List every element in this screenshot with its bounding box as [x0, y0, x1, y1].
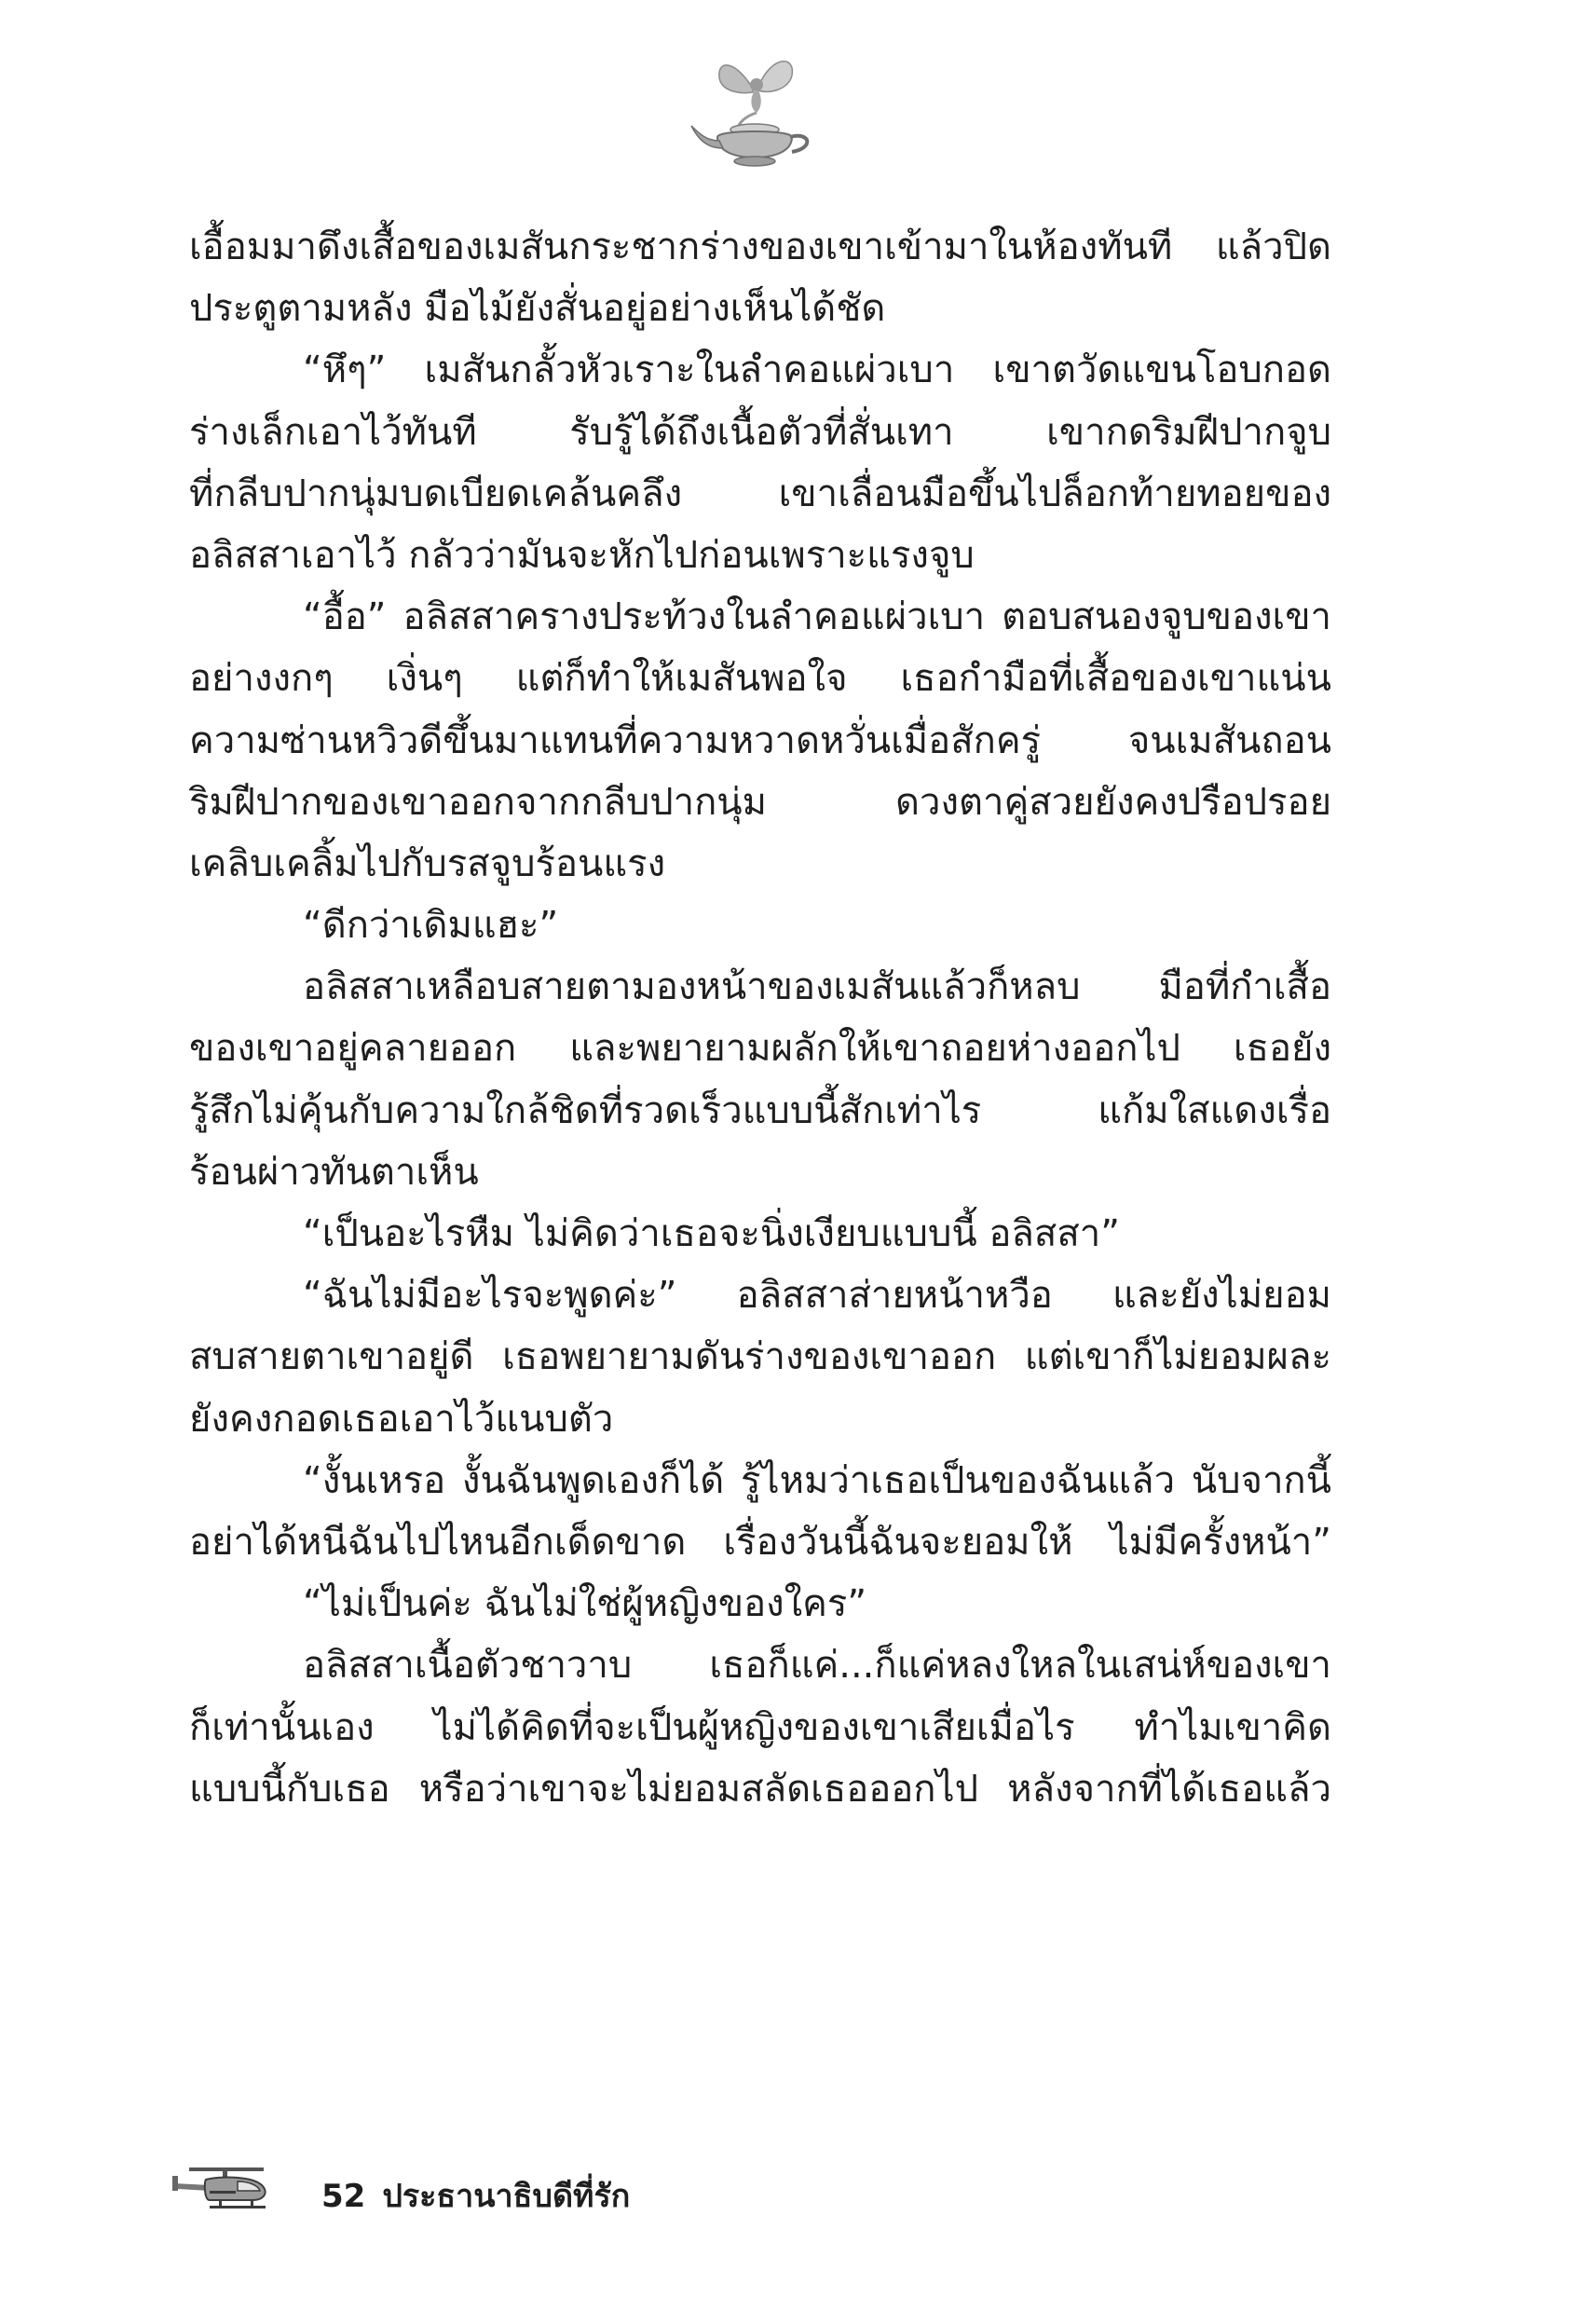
text-line: สบสายตาเขาอยู่ดี เธอพยายามดันร่างของเขาออก แต่เขาก็ไม่ยอมผละ: [189, 1335, 1331, 1379]
text-line: ประตูตามหลัง มือไม้ยังสั่นอยู่อย่างเห็นได้ชัด: [189, 287, 886, 331]
text-line: “ฉันไม่มีอะไรจะพูดค่ะ” อลิสสาส่ายหน้าหวือ และยังไม่ยอม: [303, 1274, 1331, 1318]
text-line: เอื้อมมาดึงเสื้อของเมสันกระชากร่างของเขาเข้ามาในห้องทันที แล้วปิด: [189, 226, 1331, 268]
text-line: อลิสสาเนื้อตัวชาวาบ เธอก็แค่...ก็แค่หลงใหลในเสน่ห์ของเขา: [303, 1644, 1331, 1688]
text-line: อลิสสาเหลือบสายตามองหน้าของเมสันแล้วก็หลบ มือที่กำเสื้อ: [303, 965, 1331, 1009]
page-number: 52: [321, 2178, 366, 2215]
text-line: อย่างงกๆ เงิ่นๆ แต่ก็ทำให้เมสันพอใจ เธอกำมือที่เสื้อของเขาแน่น: [189, 657, 1331, 701]
text-line: ร่างเล็กเอาไว้ทันที รับรู้ได้ถึงเนื้อตัวที่สั่นเทา เขากดริมฝีปากจูบ: [189, 410, 1331, 454]
page-footer: [172, 2157, 825, 2222]
text-line: “หึๆ” เมสันกลั้วหัวเราะในลำคอแผ่วเบา เขาตวัดแขนโอบกอด: [303, 349, 1331, 392]
text-line: “ไม่เป็นค่ะ ฉันไม่ใช่ผู้หญิงของใคร”: [303, 1582, 867, 1626]
text-line: ยังคงกอดเธอเอาไว้แนบตัว: [189, 1397, 614, 1441]
text-line: อย่าได้หนีฉันไปไหนอีกเด็ดขาด เรื่องวันนี้ฉันจะยอมให้ ไม่มีครั้งหน้า”: [189, 1520, 1331, 1564]
fairy-teapot-icon: [680, 51, 829, 172]
text-line: “ดีกว่าเดิมแฮะ”: [303, 904, 559, 948]
text-line: ความซ่านหวิวดีขึ้นมาแทนที่ความหวาดหวั่นเมื่อสักครู่ จนเมสันถอน: [189, 718, 1331, 762]
text-line: เคลิบเคลิ้มไปกับรสจูบร้อนแรง: [189, 841, 666, 885]
text-line: “งั้นเหรอ งั้นฉันพูดเองก็ได้ รู้ไหมว่าเธอเป็นของฉันแล้ว นับจากนี้: [303, 1458, 1331, 1502]
text-line: แบบนี้กับเธอ หรือว่าเขาจะไม่ยอมสลัดเธอออกไป หลังจากที่ได้เธอแล้ว: [189, 1767, 1331, 1811]
text-line: ที่กลีบปากนุ่มบดเบียดเคล้นคลึง เขาเลื่อนมือขึ้นไปล็อกท้ายทอยของ: [189, 472, 1331, 515]
book-title: ประธานาธิบดีที่รัก: [382, 2178, 631, 2215]
text-line: “อื้อ” อลิสสาครางประท้วงในลำคอแผ่วเบา ตอบสนองจูบของเขา: [303, 595, 1331, 639]
text-line: รู้สึกไม่คุ้นกับความใกล้ชิดที่รวดเร็วแบบนี้สักเท่าไร แก้มใสแดงเรื่อ: [189, 1088, 1331, 1132]
helicopter-icon: [172, 2165, 280, 2211]
text-line: อลิสสาเอาไว้ กลัวว่ามันจะหักไปก่อนเพราะแรงจูบ: [189, 533, 975, 577]
folio: [321, 2170, 630, 2221]
text-line: ก็เท่านั้นเอง ไม่ได้คิดที่จะเป็นผู้หญิงของเขาเสียเมื่อไร ทำไมเขาคิด: [189, 1705, 1331, 1749]
text-line: ร้อนผ่าวทันตาเห็น: [189, 1150, 479, 1194]
text-line: ของเขาอยู่คลายออก และพยายามผลักให้เขาถอยห่างออกไป เธอยัง: [189, 1027, 1331, 1071]
body-text: [189, 216, 1331, 1820]
text-line: “เป็นอะไรหืม ไม่คิดว่าเธอจะนิ่งเงียบแบบนี้ อลิสสา”: [303, 1212, 1120, 1255]
text-line: ริมฝีปากของเขาออกจากกลีบปากนุ่ม ดวงตาคู่สวยยังคงปรือปรอย: [189, 780, 1331, 824]
